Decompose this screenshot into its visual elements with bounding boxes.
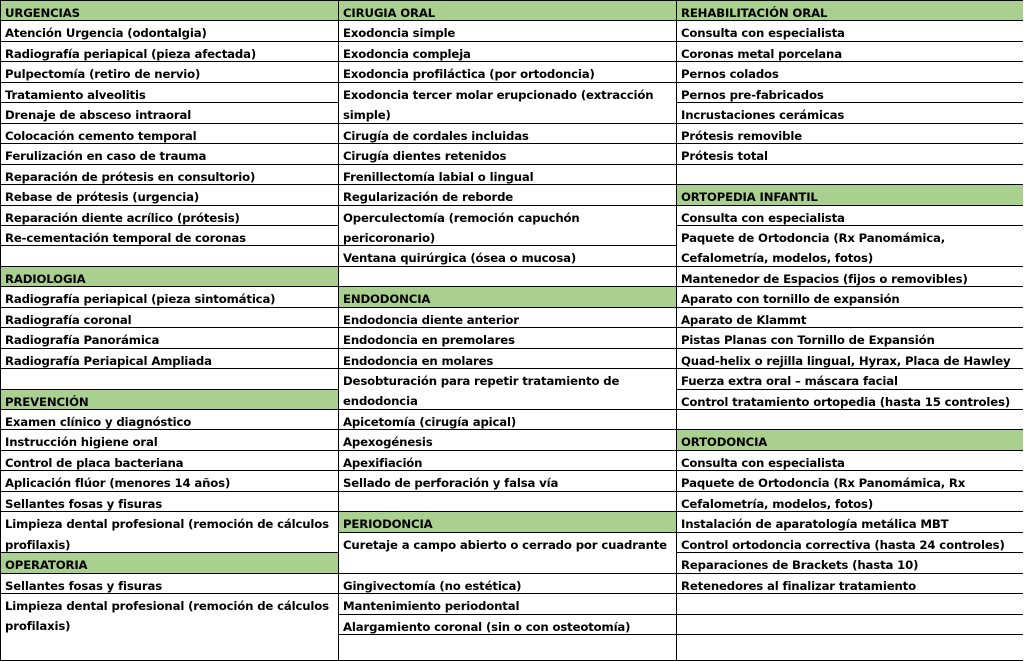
service-item: Regularización de reborde bbox=[339, 184, 676, 205]
service-item: Pulpectomía (retiro de nervio) bbox=[1, 61, 338, 82]
section-header-prevencion: PREVENCIÓN bbox=[1, 389, 338, 410]
service-item: Sellantes fosas y fisuras bbox=[1, 573, 338, 594]
service-item: Coronas metal porcelana bbox=[677, 41, 1023, 62]
service-item: Apexifiación bbox=[339, 450, 676, 471]
service-item: Control de placa bacteriana bbox=[1, 450, 338, 471]
service-item: Cefalometría, modelos, fotos) bbox=[677, 491, 1023, 512]
section-header-ortodoncia: ORTODONCIA bbox=[677, 429, 1023, 450]
service-item: Control ortodoncia correctiva (hasta 24 controles) bbox=[677, 532, 1023, 553]
section-header-rehabilitacion-oral: REHABILITACIÓN ORAL bbox=[677, 0, 1023, 21]
service-item: Exodoncia simple bbox=[339, 20, 676, 41]
empty-cell bbox=[339, 266, 676, 287]
empty-cell bbox=[677, 164, 1023, 185]
service-item: Radiografía periapical (pieza afectada) bbox=[1, 41, 338, 62]
service-item: Limpieza dental profesional (remoción de cálculos profilaxis) bbox=[1, 593, 338, 634]
column-rehabilitacion-ortopedia-ortodoncia bbox=[676, 0, 1023, 660]
service-item: Limpieza dental profesional (remoción de cálculos profilaxis) bbox=[1, 511, 338, 552]
service-item: Incrustaciones cerámicas bbox=[677, 102, 1023, 123]
service-item: Rebase de prótesis (urgencia) bbox=[1, 184, 338, 205]
service-item: Fuerza extra oral – máscara facial bbox=[677, 368, 1023, 389]
service-item: Ferulización en caso de trauma bbox=[1, 143, 338, 164]
service-item: Paquete de Ortodoncia (Rx Panomámica, Cefalometría, modelos, fotos) bbox=[677, 225, 1023, 266]
service-item: Drenaje de absceso intraoral bbox=[1, 102, 338, 123]
service-item: Mantenimiento periodontal bbox=[339, 593, 676, 614]
section-header-operatoria: OPERATORIA bbox=[1, 552, 338, 573]
empty-cell bbox=[339, 491, 676, 512]
service-item: Curetaje a campo abierto o cerrado por cuadrante bbox=[339, 532, 676, 573]
service-item: Consulta con especialista bbox=[677, 20, 1023, 41]
service-item: Sellado de perforación y falsa vía bbox=[339, 470, 676, 491]
service-item: Exodoncia tercer molar erupcionado (extracción simple) bbox=[339, 82, 676, 123]
service-item: Pistas Planas con Tornillo de Expansión bbox=[677, 327, 1023, 348]
service-item: Alargamiento coronal (sin o con osteotomía) bbox=[339, 614, 676, 635]
service-item: Endodoncia en molares bbox=[339, 348, 676, 369]
column-urgencias-radiologia-prevencion-operatoria bbox=[0, 0, 338, 660]
service-item: Aparato con tornillo de expansión bbox=[677, 286, 1023, 307]
service-item: Frenillectomía labial o lingual bbox=[339, 164, 676, 185]
section-header-cirugia-oral: CIRUGIA ORAL bbox=[339, 0, 676, 21]
empty-cell bbox=[1, 368, 338, 389]
service-item: Retenedores al finalizar tratamiento bbox=[677, 573, 1023, 594]
service-item: Radiografía periapical (pieza sintomática) bbox=[1, 286, 338, 307]
service-item: Reparación diente acrílico (prótesis) bbox=[1, 205, 338, 226]
section-header-endodoncia: ENDODONCIA bbox=[339, 286, 676, 307]
service-item: Sellantes fosas y fisuras bbox=[1, 491, 338, 512]
service-item: Gingivectomía (no estética) bbox=[339, 573, 676, 594]
service-item: Mantenedor de Espacios (fijos o removibles) bbox=[677, 266, 1023, 287]
service-item: Prótesis total bbox=[677, 143, 1023, 164]
service-item: Pernos colados bbox=[677, 61, 1023, 82]
service-item: Radiografía coronal bbox=[1, 307, 338, 328]
service-item: Atención Urgencia (odontalgia) bbox=[1, 20, 338, 41]
empty-cell bbox=[677, 614, 1023, 635]
service-item: Exodoncia compleja bbox=[339, 41, 676, 62]
section-header-radiologia: RADIOLOGIA bbox=[1, 266, 338, 287]
service-item: Endodoncia en premolares bbox=[339, 327, 676, 348]
service-item: Ventana quirúrgica (ósea o mucosa) bbox=[339, 245, 676, 266]
section-header-ortopedia-infantil: ORTOPEDIA INFANTIL bbox=[677, 184, 1023, 205]
service-item: Reparación de prótesis en consultorio) bbox=[1, 164, 338, 185]
empty-cell bbox=[677, 409, 1023, 430]
service-item: Quad-helix o rejilla lingual, Hyrax, Placa de Hawley bbox=[677, 348, 1023, 369]
empty-cell bbox=[677, 634, 1023, 655]
service-item: Apicetomía (cirugía apical) bbox=[339, 409, 676, 430]
service-item: Operculectomía (remoción capuchón pericoronario) bbox=[339, 205, 676, 246]
service-item: Endodoncia diente anterior bbox=[339, 307, 676, 328]
service-item: Prótesis removible bbox=[677, 123, 1023, 144]
service-item: Colocación cemento temporal bbox=[1, 123, 338, 144]
service-item: Desobturación para repetir tratamiento de endodoncia bbox=[339, 368, 676, 409]
service-item: Exodoncia profiláctica (por ortodoncia) bbox=[339, 61, 676, 82]
service-item: Apexogénesis bbox=[339, 429, 676, 450]
service-item: Radiografía Periapical Ampliada bbox=[1, 348, 338, 369]
service-item: Control tratamiento ortopedia (hasta 15 controles) bbox=[677, 389, 1023, 410]
service-item: Consulta con especialista bbox=[677, 450, 1023, 471]
service-item: Pernos pre-fabricados bbox=[677, 82, 1023, 103]
section-header-urgencias: URGENCIAS bbox=[1, 0, 338, 21]
empty-cell bbox=[677, 593, 1023, 614]
empty-cell bbox=[339, 634, 676, 655]
service-item: Cirugía de cordales incluidas bbox=[339, 123, 676, 144]
service-item: Reparaciones de Brackets (hasta 10) bbox=[677, 552, 1023, 573]
section-header-periodoncia: PERIODONCIA bbox=[339, 511, 676, 532]
empty-cell bbox=[1, 245, 338, 266]
service-item: Paquete de Ortodoncia (Rx Panomámica, Rx bbox=[677, 470, 1023, 491]
service-item: Cirugía dientes retenidos bbox=[339, 143, 676, 164]
service-item: Tratamiento alveolitis bbox=[1, 82, 338, 103]
service-item: Instrucción higiene oral bbox=[1, 429, 338, 450]
service-item: Instalación de aparatología metálica MBT bbox=[677, 511, 1023, 532]
service-item: Aparato de Klammt bbox=[677, 307, 1023, 328]
service-item: Aplicación flúor (menores 14 años) bbox=[1, 470, 338, 491]
service-item: Radiografía Panorámica bbox=[1, 327, 338, 348]
service-item: Examen clínico y diagnóstico bbox=[1, 409, 338, 430]
service-item: Consulta con especialista bbox=[677, 205, 1023, 226]
column-cirugia-endodoncia-periodoncia bbox=[338, 0, 676, 660]
service-item: Re-cementación temporal de coronas bbox=[1, 225, 338, 246]
